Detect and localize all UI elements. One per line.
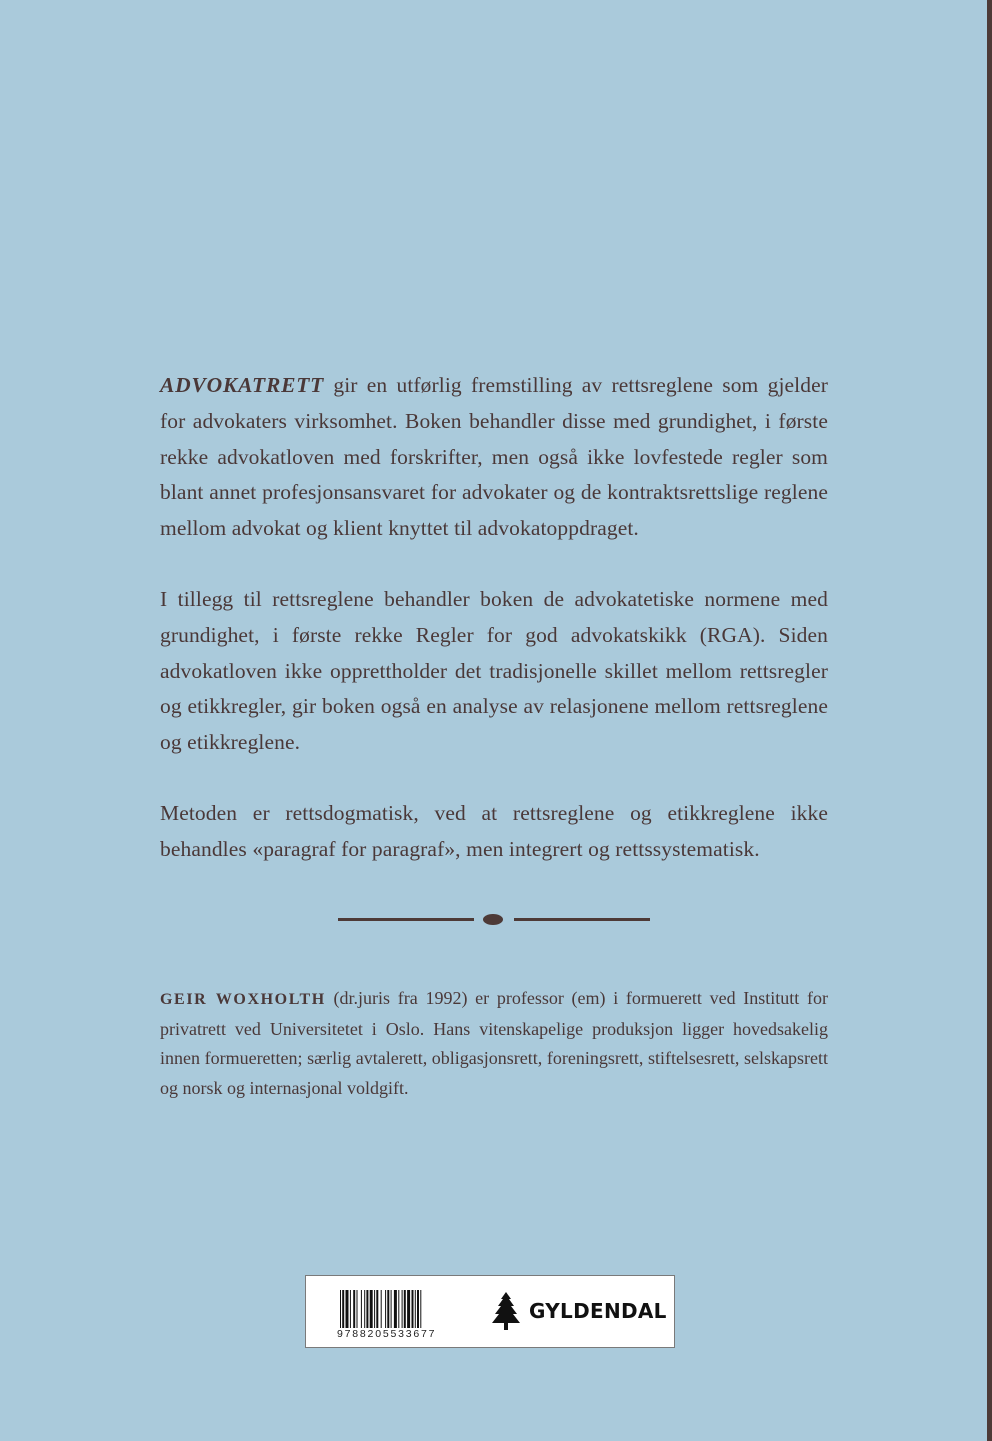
tree-icon — [489, 1291, 523, 1331]
barcode-bar — [407, 1290, 410, 1328]
barcode-bar — [364, 1290, 365, 1328]
barcode-bar — [361, 1290, 362, 1328]
back-cover-blurb — [160, 368, 828, 903]
barcode-bar — [370, 1290, 373, 1328]
barcode-bar — [417, 1290, 419, 1328]
barcode-bar — [415, 1290, 416, 1328]
barcode-bar — [374, 1290, 375, 1328]
barcode-bar — [404, 1290, 406, 1328]
barcode-bar — [376, 1290, 378, 1328]
barcode-bar — [387, 1290, 389, 1328]
barcode-box — [305, 1275, 675, 1348]
barcode-bar — [420, 1290, 421, 1328]
blurb-paragraph-3: Metoden er rettsdogmatisk, ved at rettsreglene og etikkreglene ikke behandles «paragraf for paragraf», men integrert og rettssystematisk. — [160, 800, 828, 861]
barcode-bar — [346, 1290, 349, 1328]
divider-dot — [483, 914, 503, 925]
barcode-bar — [366, 1290, 368, 1328]
book-title: ADVOKATRETT — [160, 373, 325, 397]
author-name: GEIR WOXHOLTH — [160, 991, 326, 1008]
barcode-bar — [412, 1290, 414, 1328]
blurb-paragraph-1-text: gir en utførlig fremstilling av rettsreglene som gjelder for advokaters virksomhet. Boken behandler disse med grundighet, i første rekke advokatloven med forskrifter, men også ikke lovfestede regler som blant annet profesjonsansvaret for advokater og de kontraktsrettslige reglene mellom advokat og klient knyttet til advokatoppdraget. — [160, 373, 828, 541]
barcode-bar — [385, 1290, 386, 1328]
barcode — [340, 1290, 460, 1328]
barcode-bar — [402, 1290, 403, 1328]
barcode-bar — [342, 1290, 344, 1328]
barcode-bar — [353, 1290, 355, 1328]
author-bio — [160, 984, 828, 1103]
divider-line-right — [514, 918, 650, 921]
publisher-name: GYLDENDAL — [529, 1299, 667, 1323]
author-bio-text: (dr.juris fra 1992) er professor (em) i formuerett ved Institutt for privatrett ved Universitetet i Oslo. Hans vitenskapelige produksjon ligger hovedsakelig innen formueretten; særlig avtalerett, obligasjonsrett, foreningsrett, stiftelsesrett, selskapsrett og norsk og internasjonal voldgift. — [160, 988, 829, 1098]
barcode-bar — [340, 1290, 341, 1328]
spine-edge — [987, 0, 992, 1441]
barcode-bar — [381, 1290, 382, 1328]
barcode-bar — [394, 1290, 397, 1328]
blurb-paragraph-1 — [160, 368, 828, 547]
publisher-logo — [489, 1291, 667, 1331]
barcode-bar — [391, 1290, 392, 1328]
divider-ornament — [338, 911, 650, 929]
barcode-bar — [357, 1290, 358, 1328]
blurb-paragraph-2: I tillegg til rettsreglene behandler boken de advokatetiske normene med grundighet, i første rekke Regler for god advokatskikk (RGA). Siden advokatloven ikke opprettholder det tradisjonelle skillet mellom rettsregler og etikkregler, gir boken også en analyse av relasjonene mellom rettsreglene og etikkreglene. — [160, 586, 828, 755]
barcode-bar — [398, 1290, 399, 1328]
barcode-bar — [350, 1290, 351, 1328]
divider-line-left — [338, 918, 474, 921]
isbn-number: 9788205533677 — [337, 1328, 437, 1340]
